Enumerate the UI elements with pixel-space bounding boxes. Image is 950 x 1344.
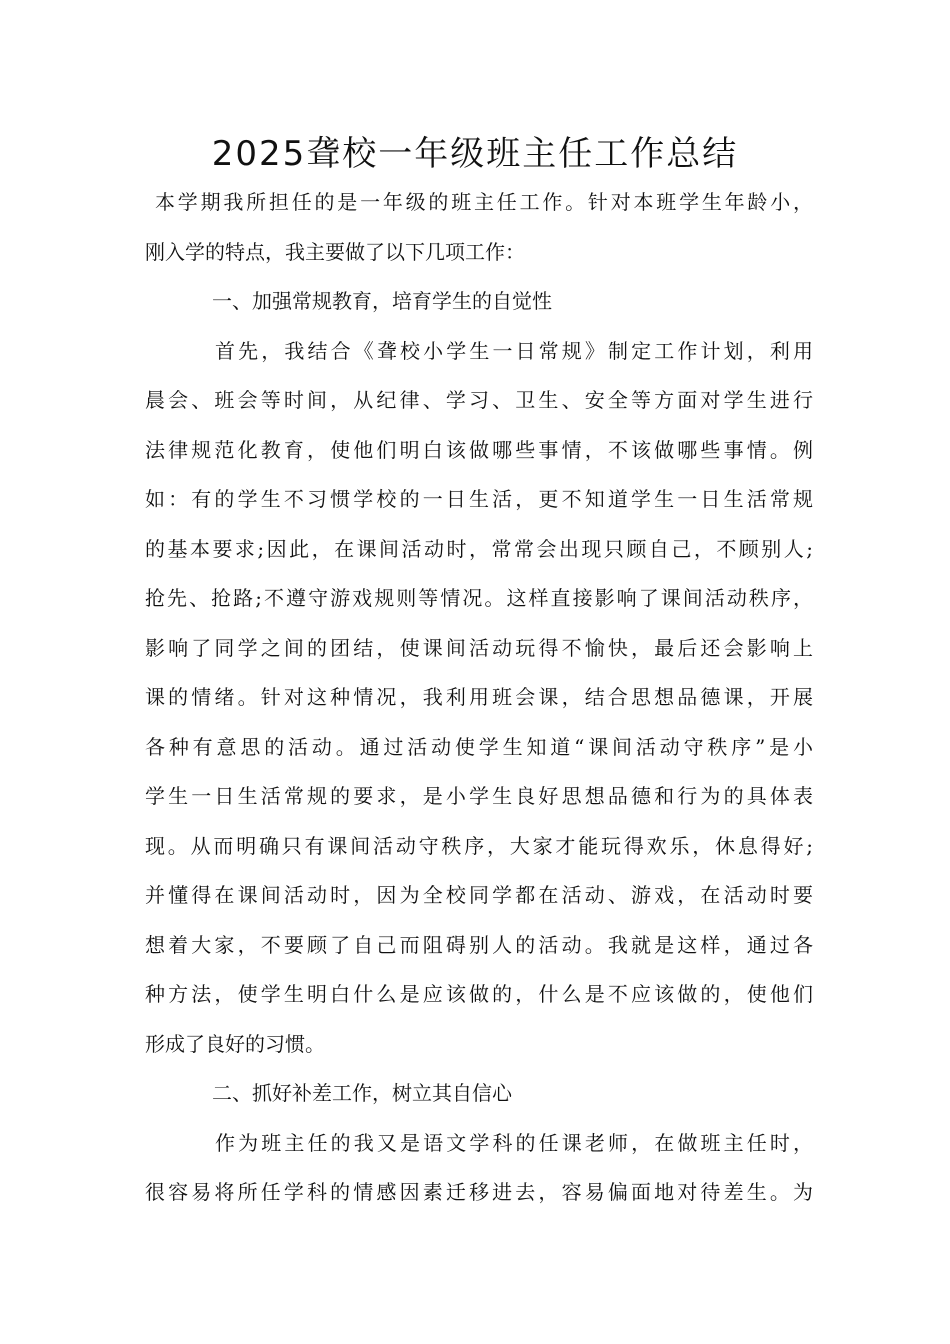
document-title: 2025聋校一年级班主任工作总结	[211, 134, 739, 174]
paragraph-line: 如：有的学生不习惯学校的一日生活，更不知道学生一日生活常规	[145, 487, 813, 511]
paragraph-line: 很容易将所任学科的情感因素迁移进去，容易偏面地对待差生。为	[145, 1180, 813, 1204]
paragraph-line: 的基本要求;因此，在课间活动时，常常会出现只顾自己，不顾别人;	[145, 536, 813, 561]
document-body	[145, 178, 813, 1218]
paragraph-line: 并懂得在课间活动时，因为全校同学都在活动、游戏，在活动时要	[145, 883, 813, 907]
paragraph-line: 作为班主任的我又是语文学科的任课老师，在做班主任时，	[215, 1130, 813, 1155]
paragraph-line: 首先，我结合《聋校小学生一日常规》制定工作计划，利用	[215, 338, 813, 363]
paragraph-line: 本学期我所担任的是一年级的班主任工作。针对本班学生年龄小，	[155, 190, 813, 214]
paragraph-line: 晨会、班会等时间，从纪律、学习、卫生、安全等方面对学生进行	[145, 388, 813, 412]
paragraph-line: 形成了良好的习惯。	[145, 1031, 325, 1056]
section-heading: 二、抓好补差工作，树立其自信心	[212, 1081, 512, 1105]
paragraph-line: 想着大家，不要顾了自己而阻碍别人的活动。我就是这样，通过各	[145, 932, 813, 957]
section-heading: 一、加强常规教育，培育学生的自觉性	[212, 289, 552, 313]
paragraph-line: 各种有意思的活动。通过活动使学生知道“课间活动守秩序”是小	[145, 734, 813, 759]
paragraph-line: 法律规范化教育，使他们明白该做哪些事情，不该做哪些事情。例	[145, 437, 813, 462]
paragraph-line: 学生一日生活常规的要求，是小学生良好思想品德和行为的具体表	[145, 784, 813, 808]
paragraph-line: 影响了同学之间的团结，使课间活动玩得不愉快，最后还会影响上	[145, 635, 813, 660]
paragraph-line: 现。从而明确只有课间活动守秩序，大家才能玩得欢乐，休息得好;	[145, 833, 813, 858]
paragraph-line: 抢先、抢路;不遵守游戏规则等情况。这样直接影响了课间活动秩序，	[145, 586, 813, 610]
paragraph-line: 刚入学的特点，我主要做了以下几项工作：	[145, 239, 525, 264]
paragraph-line: 种方法，使学生明白什么是应该做的，什么是不应该做的，使他们	[145, 982, 813, 1006]
paragraph-line: 课的情绪。针对这种情况，我利用班会课，结合思想品德课，开展	[145, 685, 813, 709]
